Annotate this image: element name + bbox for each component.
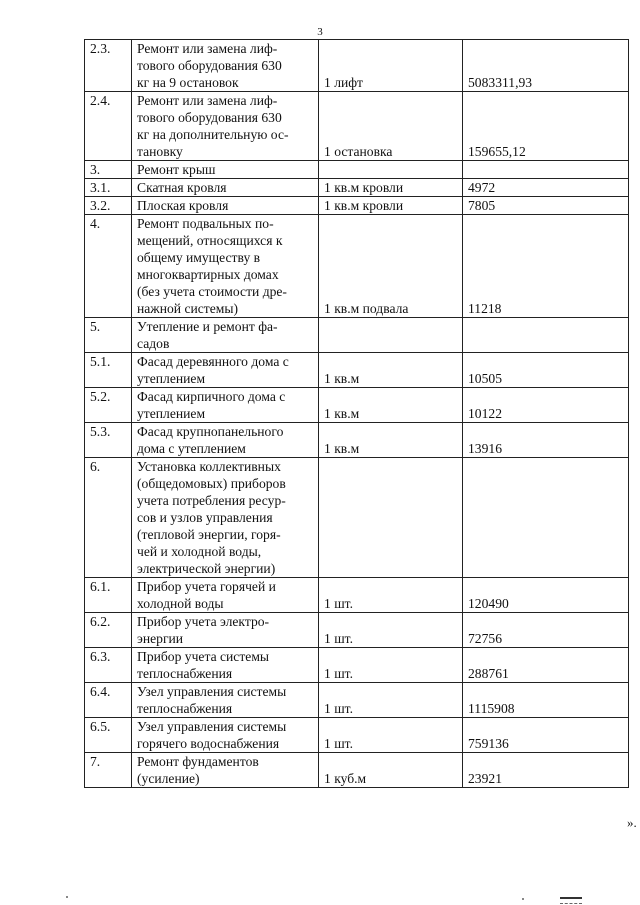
- table-row: [85, 318, 629, 353]
- row-name: Прибор учета электро- энергии: [132, 613, 319, 648]
- row-unit: [319, 458, 463, 578]
- scan-mark: [560, 897, 582, 904]
- table-row: [85, 179, 629, 197]
- row-name: Установка коллективных (общедомовых) приборов учета потребления ресур- сов и узлов управления (тепловой энергии, горя- чей и холодной воды, электрической энергии): [132, 458, 319, 578]
- row-number: 6.2.: [85, 613, 132, 648]
- row-value: 120490: [463, 578, 629, 613]
- row-unit: 1 кв.м: [319, 388, 463, 423]
- cost-table: [84, 39, 629, 788]
- row-value: 72756: [463, 613, 629, 648]
- row-unit: 1 кв.м кровли: [319, 197, 463, 215]
- row-value: 13916: [463, 423, 629, 458]
- row-number: 6.4.: [85, 683, 132, 718]
- row-number: 6.: [85, 458, 132, 578]
- row-name: Ремонт фундаментов (усиление): [132, 753, 319, 788]
- row-unit: 1 шт.: [319, 578, 463, 613]
- row-name: Утепление и ремонт фа- садов: [132, 318, 319, 353]
- row-name: Узел управления системы теплоснабжения: [132, 683, 319, 718]
- row-number: 3.2.: [85, 197, 132, 215]
- table-row: [85, 683, 629, 718]
- row-value: 4972: [463, 179, 629, 197]
- row-number: 5.: [85, 318, 132, 353]
- row-number: 5.3.: [85, 423, 132, 458]
- row-value: 7805: [463, 197, 629, 215]
- row-name: Фасад крупнопанельного дома с утеплением: [132, 423, 319, 458]
- row-unit: 1 остановка: [319, 92, 463, 161]
- row-unit: 1 шт.: [319, 613, 463, 648]
- row-value: 288761: [463, 648, 629, 683]
- table-row: [85, 161, 629, 179]
- table-row: [85, 648, 629, 683]
- row-name: Ремонт подвальных по- мещений, относящихся к общему имуществу в многоквартирных домах (без учета стоимости дре- нажной системы): [132, 215, 319, 318]
- row-number: 5.2.: [85, 388, 132, 423]
- row-number: 5.1.: [85, 353, 132, 388]
- table-row: [85, 718, 629, 753]
- row-name: Плоская кровля: [132, 197, 319, 215]
- row-unit: 1 кв.м подвала: [319, 215, 463, 318]
- row-name: Ремонт крыш: [132, 161, 319, 179]
- closing-quote: ».: [627, 815, 637, 830]
- row-name: Скатная кровля: [132, 179, 319, 197]
- cost-table-body: [85, 40, 629, 788]
- scan-speck: [66, 896, 68, 898]
- row-value: [463, 318, 629, 353]
- row-number: 6.5.: [85, 718, 132, 753]
- row-unit: 1 кв.м: [319, 353, 463, 388]
- table-row: [85, 458, 629, 578]
- scan-speck: [522, 898, 524, 900]
- table-row: [85, 40, 629, 92]
- row-value: 759136: [463, 718, 629, 753]
- row-number: 2.3.: [85, 40, 132, 92]
- table-row: [85, 578, 629, 613]
- row-number: 6.1.: [85, 578, 132, 613]
- row-value: 23921: [463, 753, 629, 788]
- table-row: [85, 613, 629, 648]
- row-value: 11218: [463, 215, 629, 318]
- row-value: 10505: [463, 353, 629, 388]
- row-unit: 1 кв.м кровли: [319, 179, 463, 197]
- row-name: Фасад кирпичного дома с утеплением: [132, 388, 319, 423]
- table-row: [85, 423, 629, 458]
- table-row: [85, 388, 629, 423]
- row-name: Фасад деревянного дома с утеплением: [132, 353, 319, 388]
- row-name: Прибор учета горячей и холодной воды: [132, 578, 319, 613]
- row-number: 7.: [85, 753, 132, 788]
- table-row: [85, 353, 629, 388]
- row-unit: 1 куб.м: [319, 753, 463, 788]
- row-number: 6.3.: [85, 648, 132, 683]
- table-row: [85, 753, 629, 788]
- row-value: 1115908: [463, 683, 629, 718]
- table-row: [85, 92, 629, 161]
- row-value: 159655,12: [463, 92, 629, 161]
- row-unit: 1 шт.: [319, 648, 463, 683]
- row-value: 10122: [463, 388, 629, 423]
- row-name: Прибор учета системы теплоснабжения: [132, 648, 319, 683]
- row-name: Узел управления системы горячего водоснабжения: [132, 718, 319, 753]
- row-name: Ремонт или замена лиф- тового оборудования 630 кг на 9 остановок: [132, 40, 319, 92]
- table-row: [85, 197, 629, 215]
- row-unit: 1 лифт: [319, 40, 463, 92]
- row-value: [463, 458, 629, 578]
- row-unit: 1 шт.: [319, 718, 463, 753]
- row-number: 4.: [85, 215, 132, 318]
- row-name: Ремонт или замена лиф- тового оборудования 630 кг на дополнительную ос- тановку: [132, 92, 319, 161]
- row-value: 5083311,93: [463, 40, 629, 92]
- row-unit: 1 шт.: [319, 683, 463, 718]
- row-number: 3.1.: [85, 179, 132, 197]
- row-unit: [319, 318, 463, 353]
- table-row: [85, 215, 629, 318]
- row-unit: 1 кв.м: [319, 423, 463, 458]
- page-number: 3: [317, 26, 323, 38]
- row-number: 3.: [85, 161, 132, 179]
- row-value: [463, 161, 629, 179]
- row-unit: [319, 161, 463, 179]
- row-number: 2.4.: [85, 92, 132, 161]
